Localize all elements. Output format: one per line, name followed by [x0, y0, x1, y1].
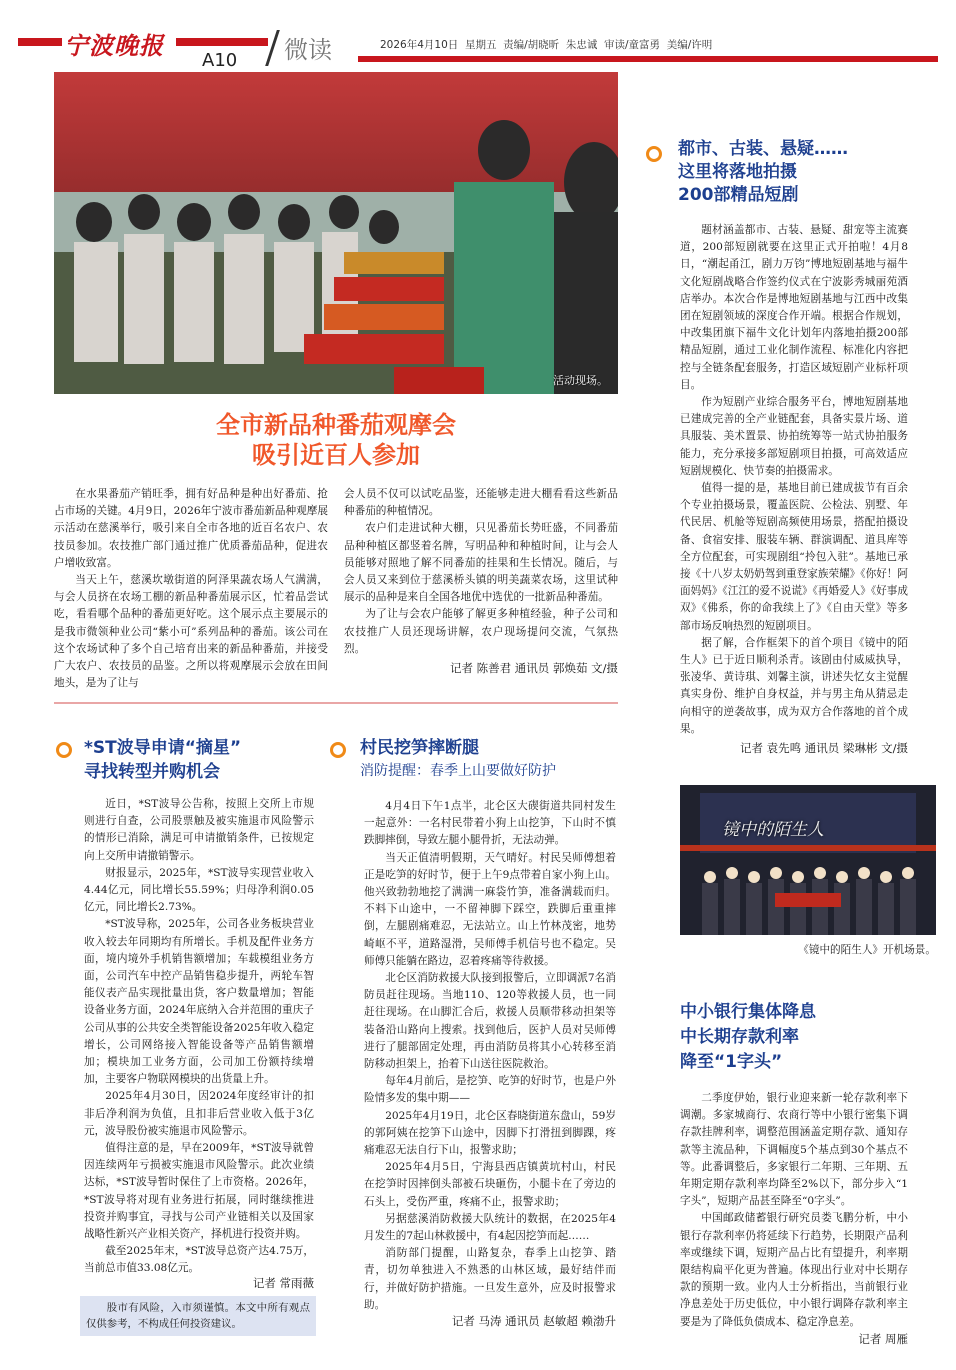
bamboo-paragraph: 2025年4月5日，宁海县西店镇黄坑村山，村民在挖笋时因摔倒头部被石块砸伤，小腿卡在了旁边的石头上，受伤严重，疼痛不止，报警求助； — [364, 1161, 616, 1208]
st-paragraph: 值得注意的是，早在2009年，*ST波导就曾因连续两年亏损被实施退市风险警示。此次业绩达标，*ST波导暂时保住了上市资格。2026年，*ST波导将对现有业务进行拓展，同时继续推进投资并购事宜，寻找与公司产业链相关以及国家战略性新兴产业相关资产，择机进行投资并购。 — [84, 1142, 314, 1241]
tomato-photo-illustration — [54, 72, 618, 394]
section-name: 微读 — [284, 36, 332, 64]
tomato-byline: 记者 陈善君 通讯员 郭焕茹 文/摄 — [450, 661, 618, 676]
tomato-body-col2 — [344, 486, 618, 677]
st-body — [84, 796, 314, 1292]
st-paragraph: 财报显示，2025年，*ST波导实现营业收入4.44亿元，同比增长55.59%；归母净利润0.05亿元，同比增长2.73%。 — [84, 866, 314, 914]
bamboo-paragraph: 当天正值清明假期，天气晴好。村民吴师傅想着正是吃笋的好时节，便于上午9点带着自家小狗上山。他兴致勃勃地挖了满满一麻袋竹笋，准备满载而归。不料下山途中，一不留神脚下踩空，跌脚后重重摔倒，左腿剧痛难忍，无法站立。山上竹林茂密，地势崎岖不平，道路湿滑，吴师傅手机信号也不稳定。吴师傅只能躺在路边，忍着疼痛等待救援。 — [364, 851, 616, 967]
masthead-logo: 宁波晚报 — [64, 31, 164, 60]
section-divider — [54, 702, 618, 704]
drama-title-line3: 200部精品短剧 — [678, 185, 799, 205]
masthead-red-bar — [18, 38, 62, 46]
drama-photo-caption: 《镜中的陌生人》开机场景。 — [798, 944, 936, 956]
st-paragraph: 近日，*ST波导公告称，按照上交所上市规则进行自查，公司股票触及被实施退市风险警示的情形已消除，满足可申请撤销条件，已按规定向上交所申请撤销警示。 — [84, 798, 314, 862]
tomato-paragraph: 当天上午，慈溪坎墩街道的阿泽果蔬农场人气满满，与会人员挤在农场工棚的新品种番茄展示区，忙着品尝试吃，看看哪个品种的番茄更好吃。这个展示点主要展示的是我市微领种业公司“紫小可”系列品种的番茄。该公司在这个农场试种了多个自己培育出来的新品种番茄，并接受广大农户、农技员的品鉴。之所以将观摩展示会放在田间地头，是为了让与 — [54, 574, 328, 690]
drama-paragraph: 作为短剧产业综合服务平台，博地短剧基地已建成完善的全产业链配套，具备实景片场、道具服装、美术置景、协拍统筹等一站式协拍服务能力，充分承接多部短剧项目拍摄，可高效适应短剧规模化、快节奏的拍摄需求。 — [680, 396, 908, 477]
st-paragraph: 截至2025年末，*ST波导总资产达4.75万，当前总市值33.08亿元。 — [84, 1245, 314, 1275]
drama-paragraph: 题材涵盖都市、古装、悬疑、甜宠等主流赛道，200部短剧就要在这里正式开拍啦！4月8日，“潮起甬江，剧力万钧”博地短剧基地与福牛文化短剧战略合作签约仪式在宁波影秀城丽苑酒店举办。本次合作是博地短剧基地与江西中改集团在短剧领域的深度合作开端。根据合作规划，中改集团旗下福牛文化计划年内落地拍摄200部精品短剧，通过工业化制作流程、标准化内容把控与全链条配套服务，打造区域短剧产业标杆项目。 — [680, 224, 908, 391]
drama-title — [678, 138, 938, 207]
st-bullet-icon — [56, 742, 72, 758]
bank-title-line1: 中小银行集体降息 — [680, 1002, 816, 1022]
bank-paragraph: 二季度伊始，银行业迎来新一轮存款利率下调潮。多家城商行、农商行等中小银行密集下调存款挂牌利率，调整范围涵盖定期存款、通知存款等主流品种，下调幅度5个基点到30个基点不等。此番调整后，多家银行二年期、三年期、五年期定期存款利率均降至2%以下，部分步入“1字头”，短期产品甚至降至“0字头”。 — [680, 1092, 908, 1208]
drama-poster-photo — [680, 785, 936, 935]
st-byline: 记者 常雨薇 — [252, 1275, 314, 1290]
bamboo-body — [364, 798, 616, 1330]
bamboo-bullet-icon — [330, 742, 346, 758]
bank-body — [680, 1090, 908, 1348]
masthead — [0, 0, 956, 72]
tomato-photo-caption: 活动现场。 — [553, 374, 608, 387]
bank-title-line2: 中长期存款利率 — [680, 1027, 799, 1047]
st-risk-notice — [80, 1296, 316, 1336]
tomato-title-line2: 吸引近百人参加 — [252, 441, 420, 469]
st-title-line1: *ST波导申请“摘星” — [84, 738, 242, 758]
bamboo-paragraph: 4月4日下午1点半，北仑区大碶街道共同村发生一起意外：一名村民带着小狗上山挖笋，下山时不慎跌脚摔倒，导致左腿小腿骨折，无法动弹。 — [364, 800, 616, 847]
masthead-slash — [265, 30, 280, 66]
tomato-paragraph: 在水果番茄产销旺季，拥有好品种是种出好番茄、抢占市场的关键。4月9日，2026年宁波市番茄新品种观摩展示活动在慈溪举行，吸引来自全市各地的近百名农户、农技员参加。农技推广部门通过推广优质番茄品种，促进农户增收致富。 — [54, 488, 328, 569]
drama-paragraph: 值得一提的是，基地目前已建成拔节有百余个专业拍摄场景，覆盖医院、公检法、别墅、年代民居、机舱等短剧高频使用场景，搭配拍摄设备、食宿安排、服装车辆、群演调配、道具库等全方位配套，可实现剧组“拎包入驻”。基地已承接《十八岁太奶奶驾到重登家族荣耀》《你好！阿面妈妈》《江江的爱不说谎》《再婚爱人》《好事成双》《佛系，你的命我续上了》《自由天堂》等多部市场反响热烈的短剧项目。 — [680, 482, 908, 632]
drama-title-line1: 都市、古装、悬疑…… — [678, 139, 848, 159]
tomato-body-col1 — [54, 486, 328, 692]
bamboo-paragraph: 消防部门提醒，山路复杂，春季上山挖笋、踏青，切勿单独进入不熟悉的山林区域，最好结伴而行，并做好防护措施。一旦发生意外，应及时报警求助。 — [364, 1247, 616, 1311]
bank-paragraph: 中国邮政储蓄银行研究员娄飞鹏分析，中小银行存款利率仍将延续下行趋势，长期限产品利率或继续下调，短期产品占比有望提升，利率期限结构扁平化更为普遍。体现出行业对中长期存款的预期一致。业内人士分析指出，当前银行业净息差处于历史低位，中小银行调降存款利率主要是为了降低负债成本、稳定净息差。 — [680, 1212, 908, 1328]
tomato-paragraph: 会人员不仅可以试吃品鉴，还能够走进大棚看看这些新品种番茄的种植情况。 — [344, 488, 618, 518]
bamboo-paragraph: 另据慈溪消防救援大队统计的数据，在2025年4月发生的7起山林救援中，有4起因挖笋而起…… — [364, 1212, 616, 1243]
bamboo-title: 村民挖笋摔断腿 — [360, 738, 479, 758]
bamboo-paragraph: 北仑区消防救援大队接到报警后，立即调派7名消防员赶往现场。当地110、120等救援人员，也一同赶往现场。在山脚汇合后，救援人员顺带移动担架等装备沿山路向上搜索。找到他后，医护人员对吴师傅进行了腿部固定处理，再由消防员将其小心转移至消防移动担架上，抬着下山送往医院救治。 — [364, 972, 616, 1071]
tomato-title — [54, 410, 618, 470]
bamboo-byline: 记者 马涛 通讯员 赵敏超 赖渤升 — [451, 1314, 616, 1329]
page-number: A10 — [202, 50, 238, 71]
bank-byline: 记者 周雁 — [858, 1331, 908, 1346]
drama-byline: 记者 袁先鸣 通讯员 梁琳彬 文/摄 — [740, 741, 908, 756]
masthead-rule — [358, 56, 938, 62]
st-paragraph: 2025年4月30日，因2024年度经审计的扣非后净利润为负值，且扣非后营业收入低于3亿元，波导股份被实施退市风险警示。 — [84, 1090, 314, 1137]
tomato-event-photo — [54, 72, 618, 394]
bamboo-paragraph: 每年4月前后，是挖笋、吃笋的好时节，也是户外险情多发的集中期—— — [364, 1075, 616, 1105]
st-title-line2: 寻找转型并购机会 — [84, 762, 220, 782]
st-paragraph: *ST波导称，2025年，公司各业务板块营业收入较去年同期均有所增长。手机及配件业务方面，境内境外手机销售额增加；车载模组业务方面，公司汽车中控产品销售稳步提升，两轮车智能仪表产品实现批量出货，客户数量增加；智能设备业务方面，2024年底纳入合并范围的重庆子公司从事的公共安全类智能设备2025年收入稳定增长，公司网络接入智能设备等产品销售额增加；模块加工业务方面，公司加工份额持续增加，主要客户物联网模块的出货量上升。 — [84, 918, 314, 1086]
drama-bullet-icon — [646, 146, 662, 162]
drama-paragraph: 据了解，合作框架下的首个项目《镜中的陌生人》已于近日顺利杀青。该剧由付威威执导，张凌华、黄诗琪、刘馨主演，讲述失忆女主觉醒真实身份、维护自身权益，并与男主角从猜忌走向相守的逆袭故事，成为双方合作落地的首个成果。 — [680, 636, 908, 735]
masthead-meta: 2026年4月10日 星期五 责编/胡晓昕 朱忠诚 审读/童富勇 美编/许明 — [380, 39, 713, 51]
tomato-paragraph: 为了让与会农户能够了解更多种植经验，种子公司和农技推广人员还现场讲解，农户现场提问交流，气氛热烈。 — [344, 608, 618, 655]
drama-photo-illustration — [680, 785, 936, 935]
bank-title — [680, 1000, 936, 1075]
masthead-red-bar-right — [176, 38, 268, 46]
drama-poster-title: 镜中的陌生人 — [722, 820, 824, 840]
bamboo-paragraph: 2025年4月19日，北仑区春晓街道东盘山，59岁的郭阿姨在挖笋下山途中，因脚下打滑扭到脚踝，疼痛难忍无法自行下山，报警求助； — [364, 1109, 616, 1157]
st-title — [84, 736, 314, 784]
tomato-title-line1: 全市新品种番茄观摩会 — [216, 411, 456, 439]
drama-body — [680, 222, 908, 757]
bank-title-line3: 降至“1字头” — [680, 1052, 783, 1072]
tomato-paragraph: 农户们走进试种大棚，只见番茄长势旺盛，不同番茄品种种植区都竖着名牌，写明品种和种植时间，让与会人员能够对照地了解不同番茄的挂果和生长情况。随后，与会人员又来到位于慈溪桥头镇的明美蔬菜农场，这里试种展示的品种是来自全国各地优中选优的一批新品种番茄。 — [344, 522, 618, 604]
drama-title-line2: 这里将落地拍摄 — [678, 162, 797, 182]
bamboo-subtitle: 消防提醒：春季上山要做好防护 — [360, 763, 556, 779]
st-risk-notice-text: 股市有风险，入市须谨慎。本文中所有观点仅供参考，不构成任何投资建议。 — [86, 1302, 310, 1330]
